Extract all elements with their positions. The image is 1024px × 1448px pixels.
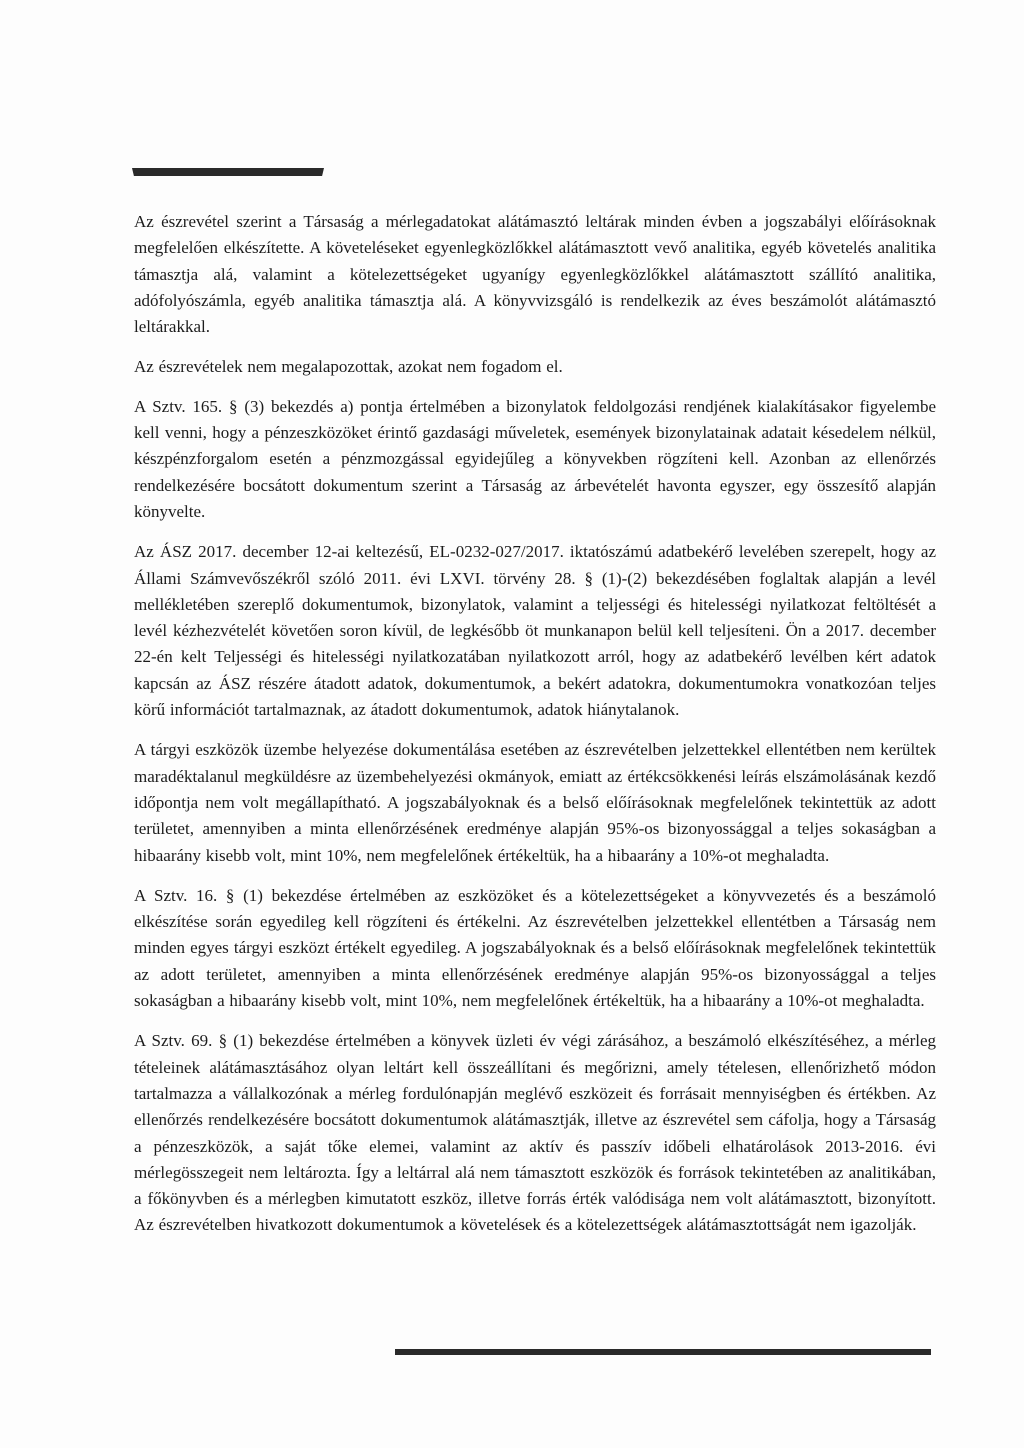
paragraph-inventory-claim: Az észrevétel szerint a Társaság a mérlegadatokat alátámasztó leltárak minden évben a jogszabályi előírásoknak megfelelően elkészítette. A követeléseket egyenlegközlőkkel alátámasztott vevő analitika, egyéb követelés analitika támasztja alá, valamint a kötelezettségeket ugyanígy egyenlegközlőkkel alátámasztott szállító analitika, adófolyószámla, egyéb analitika támasztja alá. A könyvvizsgáló is rendelkezik az éves beszámolót alátámasztó leltárakkal. — [134, 212, 936, 337]
bottom-horizontal-rule — [395, 1349, 931, 1355]
paragraph-objections-rejected: Az észrevételek nem megalapozottak, azokat nem fogadom el. — [134, 357, 563, 377]
paragraph-sztv-69: A Sztv. 69. § (1) bekezdése értelmében a könyvek üzleti év végi zárásához, a beszámoló elkészítéséhez, a mérleg tételeinek alátámasztásához olyan leltárt kell összeállítani és megőrizni, amely tételesen, ellenőrizhető módon tartalmazza a vállalkozónak a mérleg fordulónapján meglévő eszközeit és forrásait mennyiségben és értékben. Az ellenőrzés rendelkezésére bocsátott dokumentumok alátámasztják, illetve az észrevétel sem cáfolja, hogy a Társaság a pénzeszközök, a saját tőke elemei, valamint az aktív és passzív időbeli elhatárolások 2013-2016. évi mérlegösszegeit nem leltározta. Így a leltárral alá nem támasztott eszközök és források tekintetében az analitikában, a főkönyvben és a mérlegben kimutatott eszköz, illetve forrás érték valódisága nem volt alátámasztott, bizonyított. Az észrevételben hivatkozott dokumentumok a követelések és a kötelezettségek alátámasztottságát nem igazolják. — [134, 1031, 936, 1235]
body-text — [134, 209, 936, 1253]
top-horizontal-rule — [132, 168, 324, 176]
paragraph-asz-data-request: Az ÁSZ 2017. december 12-ai keltezésű, EL-0232-027/2017. iktatószámú adatbekérő levelében szerepelt, hogy az Állami Számvevőszékről szóló 2011. évi LXVI. törvény 28. § (1)-(2) bekezdésében foglaltak alapján a levél mellékletében szereplő dokumentumok, bizonylatok, valamint a teljességi és hitelességi nyilatkozat feltöltését a levél kézhezvételét követően soron kívül, de legkésőbb öt munkanapon belül kell teljesíteni. Ön a 2017. december 22-én kelt Teljességi és hitelességi nyilatkozatában nyilatkozott arról, hogy az adatbekérő levélben kért adatok kapcsán az ÁSZ részére átadott adatok, dokumentumok, a bekért adatokra, dokumentumokra vonatkozóan teljes körű információt tartalmaznak, az átadott dokumentumok, adatok hiánytalanok. — [134, 542, 936, 720]
paragraph-fixed-assets: A tárgyi eszközök üzembe helyezése dokumentálása esetében az észrevételben jelzettekkel ellentétben nem kerültek maradéktalanul megküldésre az üzembehelyezési okmányok, emiatt az értékcsökkenési leírás elszámolásának kezdő időpontja nem volt megállapítható. A jogszabályoknak és a belső előírásoknak megfelelőnek tekintettük az adott területet, amennyiben a minta ellenőrzésének eredménye alapján 95%-os bizonyossággal a teljes sokaságban a hibaarány kisebb volt, mint 10%, nem megfelelőnek értékeltük, ha a hibaarány a 10%-ot meghaladta. — [134, 740, 936, 865]
paragraph-sztv-16: A Sztv. 16. § (1) bekezdése értelmében az eszközöket és a kötelezettségeket a könyvvezetés és a beszámoló elkészítése során egyedileg kell rögzíteni és értékelni. Az észrevételben jelzettekkel ellentétben a Társaság nem minden egyes tárgyi eszközt értékelt egyedileg. A jogszabályoknak és a belső előírásoknak megfelelőnek tekintettük az adott területet, amennyiben a minta ellenőrzésének eredménye alapján 95%-os bizonyossággal a teljes sokaságban a hibaarány kisebb volt, mint 10%, nem megfelelőnek értékeltük, ha a hibaarány a 10%-ot meghaladta. — [134, 885, 936, 1011]
paragraph-sztv-165: A Sztv. 165. § (3) bekezdés a) pontja értelmében a bizonylatok feldolgozási rendjének kialakításakor figyelembe kell venni, hogy a pénzeszközöket érintő gazdasági műveletek, események bizonylatainak adatait késedelem nélkül, készpénzforgalom esetén a pénzmozgással egyidejűleg a könyvekben rögzíteni kell. Azonban az ellenőrzés rendelkezésére bocsátott dokumentum szerint a Társaság az árbevételét havonta egyszer, egy összesítő alapján könyvelte. — [134, 396, 936, 521]
